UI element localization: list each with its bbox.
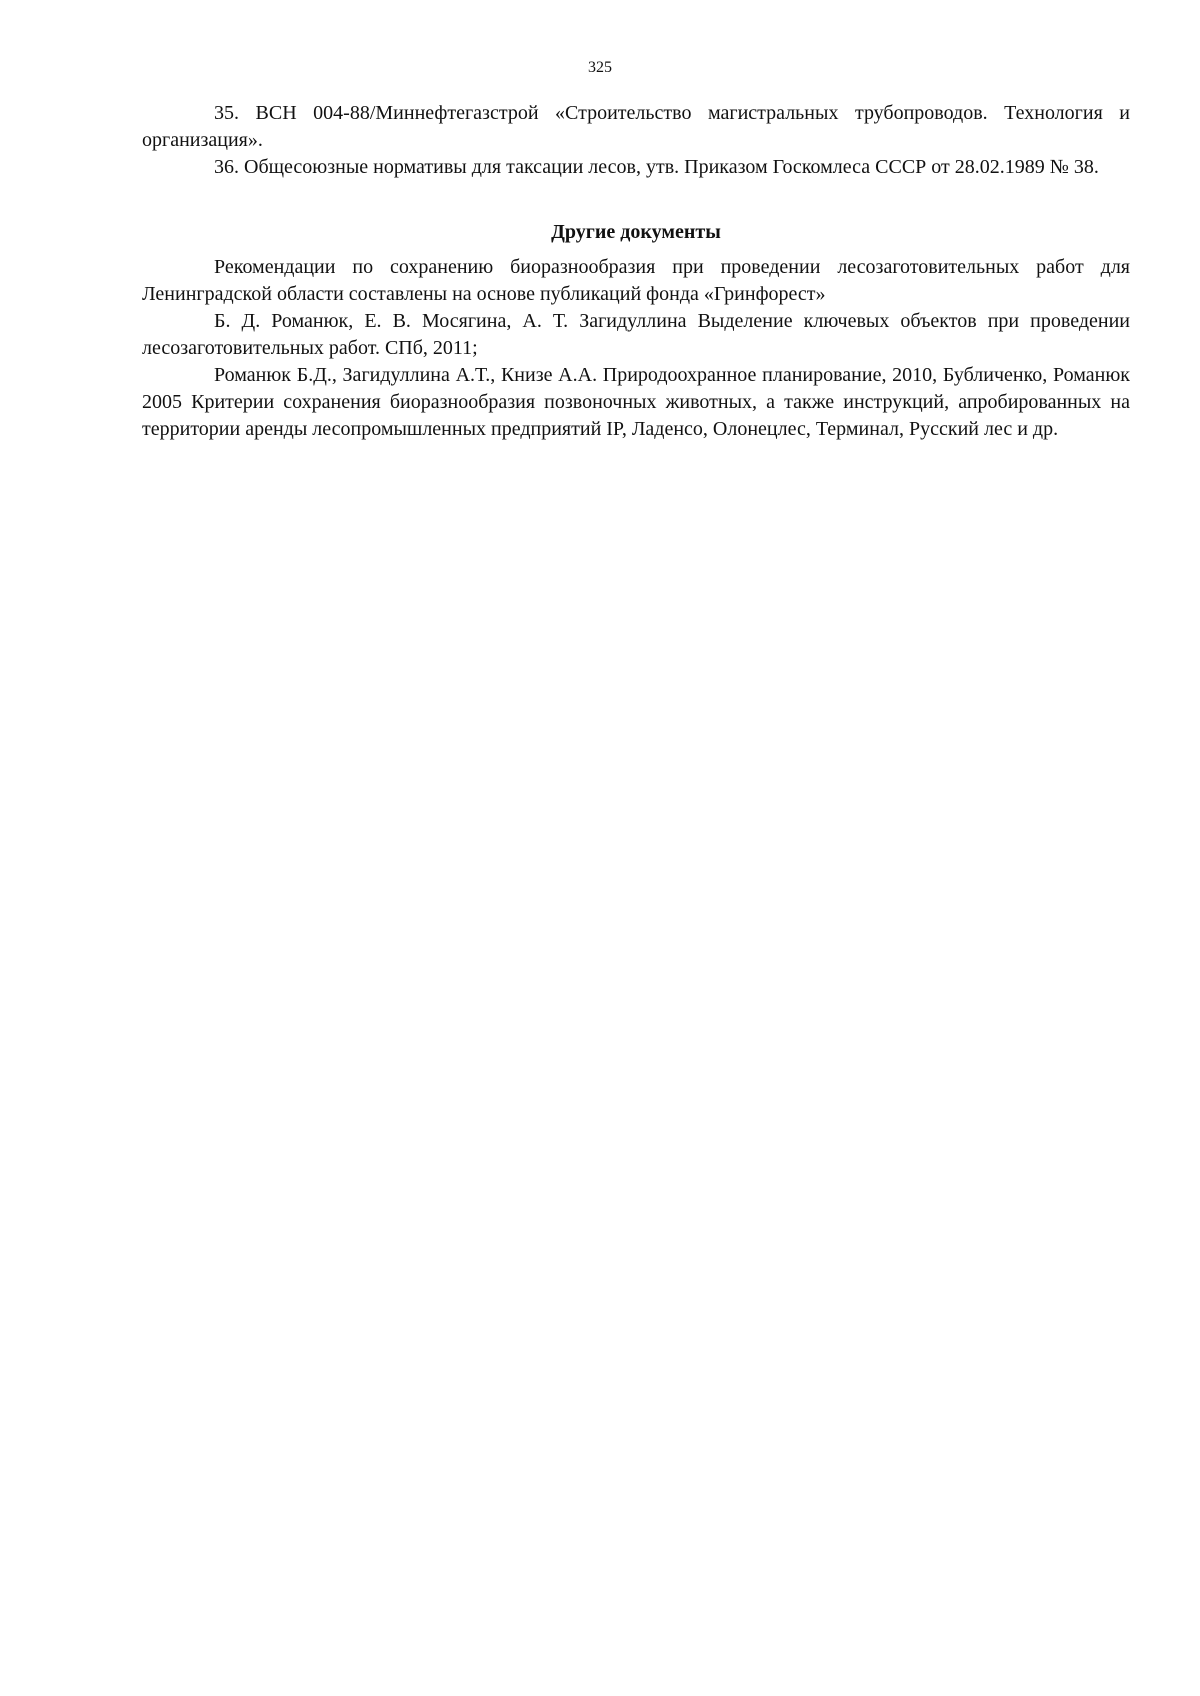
other-document-item: Рекомендации по сохранению биоразнообразия при проведении лесозаготовительных работ для Ленинградской области составлены на основе публикаций фонда «Гринфорест» [142,256,1130,305]
other-document-item: Б. Д. Романюк, Е. В. Мосягина, А. Т. Загидуллина Выделение ключевых объектов при проведении лесозаготовительных работ. СПб, 2011; [142,310,1130,359]
page-number: 325 [588,59,612,76]
reference-item-36: 36. Общесоюзные нормативы для таксации лесов, утв. Приказом Госкомлеса СССР от 28.02.1989 № 38. [214,156,1099,178]
reference-item-35: 35. ВСН 004-88/Миннефтегазстрой «Строительство магистральных трубопроводов. Технология и организация». [142,102,1130,151]
page-content [142,100,1130,443]
section-heading-other-documents: Другие документы [551,221,721,243]
other-document-item: Романюк Б.Д., Загидуллина А.Т., Книзе А.А. Природоохранное планирование, 2010, Бубличенко, Романюк 2005 Критерии сохранения биоразнообразия позвоночных животных, а также инструкций, апробированных на территории аренды лесопромышленных предприятий IP, Ладенсо, Олонецлес, Терминал, Русский лес и др. [142,364,1130,440]
